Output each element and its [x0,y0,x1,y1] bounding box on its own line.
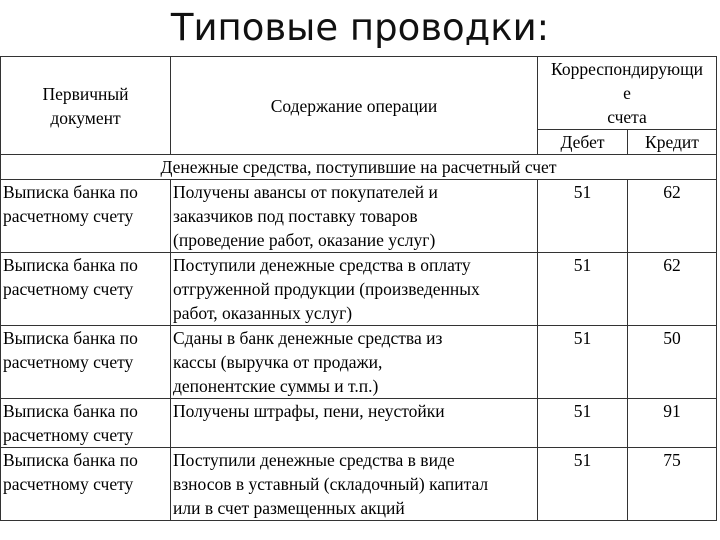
table-row [1,448,717,521]
primary-document-cell: Выписка банка по расчетному счету [1,448,171,521]
operation-cell: Поступили денежные средства в оплату отгруженной продукции (произведенных работ, оказанных услуг) [171,253,538,326]
table-row [1,326,717,399]
debit-cell: 51 [538,253,628,326]
credit-cell: 75 [628,448,717,521]
primary-document-cell: Выписка банка по расчетному счету [1,399,171,448]
page-title: Типовые проводки: [170,6,550,49]
section-row [1,155,717,180]
operation-cell: Получены авансы от покупателей и заказчиков под поставку товаров (проведение работ, оказание услуг) [171,180,538,253]
table-row [1,253,717,326]
header-row [1,57,717,130]
credit-cell: 62 [628,253,717,326]
credit-cell: 50 [628,326,717,399]
debit-cell: 51 [538,448,628,521]
primary-document-cell: Выписка банка по расчетному счету [1,180,171,253]
operation-cell: Получены штрафы, пени, неустойки [171,399,538,448]
header-operation: Содержание операции [171,57,538,155]
credit-cell: 62 [628,180,717,253]
header-corresponding-accounts: Корреспондирующи е счета [538,57,717,130]
section-title: Денежные средства, поступившие на расчетный счет [1,155,717,180]
credit-cell: 91 [628,399,717,448]
table-row [1,180,717,253]
debit-cell: 51 [538,326,628,399]
header-primary-document: Первичный документ [1,57,171,155]
operation-cell: Поступили денежные средства в виде взносов в уставный (складочный) капитал или в счет размещенных акций [171,448,538,521]
header-credit: Кредит [628,130,717,155]
header-debit: Дебет [538,130,628,155]
primary-document-cell: Выписка банка по расчетному счету [1,253,171,326]
primary-document-cell: Выписка банка по расчетному счету [1,326,171,399]
operation-cell: Сданы в банк денежные средства из кассы (выручка от продажи, депонентские суммы и т.п.) [171,326,538,399]
debit-cell: 51 [538,180,628,253]
table-row [1,399,717,448]
journal-entries-table [0,56,717,521]
debit-cell: 51 [538,399,628,448]
